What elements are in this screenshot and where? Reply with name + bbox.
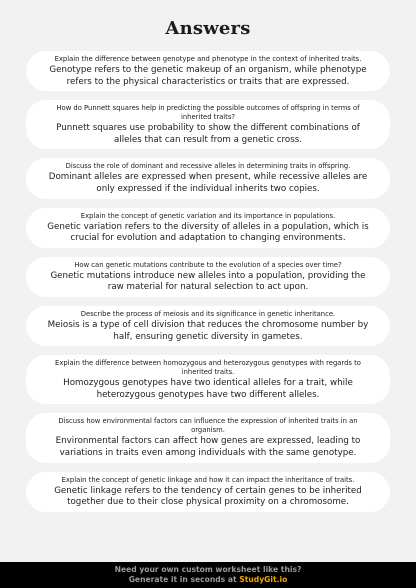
answer-text: Genetic linkage refers to the tendency of certain genes to be inherited together due to their close physical proximity on a chromosome.: [54, 485, 362, 508]
answer-card: [26, 208, 390, 248]
answer-card: [26, 158, 390, 198]
answer-text: Genotype refers to the genetic makeup of an organism, while phenotype refers to the physical characteristics or traits that are expressed.: [49, 65, 367, 87]
question-text: How can genetic mutations contribute to the evolution of a species over time?: [74, 260, 342, 269]
promo-footer: [0, 562, 416, 588]
question-text: How do Punnett squares help in predicting the possible outcomes of offspring in terms of inherited traits?: [56, 104, 360, 122]
question-text: Discuss the role of dominant and recessive alleles in determining traits in offspring.: [65, 162, 351, 171]
answer-text: Environmental factors can affect how genes are expressed, leading to variations in traits even among individuals with the same genotype.: [55, 436, 361, 458]
answer-text: Dominant alleles are expressed when present, while recessive alleles are only expressed if the individual inherits two copies.: [48, 172, 368, 194]
footer-line-1: Need your own custom worksheet like this?: [114, 565, 302, 574]
answer-card: [26, 472, 390, 512]
answer-text: Meiosis is a type of cell division that reduces the chromosome number by half, ensuring genetic diversity in gametes.: [47, 319, 369, 342]
footer-line-2: [0, 575, 416, 585]
question-text: Explain the difference between genotype and phenotype in the context of inherited traits.: [54, 55, 362, 63]
question-text: Discuss how environmental factors can influence the expression of inherited traits in an organism.: [58, 417, 358, 435]
question-text: Explain the concept of genetic variation and its importance in populations.: [80, 211, 336, 220]
question-text: Explain the difference between homozygous and heterozygous genotypes with regards to inherited traits.: [55, 359, 361, 377]
answer-card: [26, 355, 390, 404]
answer-text: Genetic mutations introduce new alleles into a population, providing the raw material for natural selection to act upon.: [50, 270, 366, 293]
answer-card: [26, 413, 390, 462]
answer-list: [26, 51, 390, 521]
question-text: Explain the concept of genetic linkage and how it can impact the inheritance of traits.: [61, 475, 355, 484]
answer-text: Homozygous genotypes have two identical alleles for a trait, while heterozygous genotypes have two different alleles.: [63, 378, 353, 400]
answer-card: [26, 257, 390, 297]
answer-text: Genetic variation refers to the diversity of alleles in a population, which is crucial for evolution and adaptation to changing environments.: [47, 221, 369, 244]
answer-card: [26, 51, 390, 91]
answer-text: Punnett squares use probability to show the different combinations of alleles that can result from a genetic cross.: [56, 123, 360, 145]
footer-line-2-text: Generate it in seconds at: [128, 575, 240, 584]
answer-card: [26, 100, 390, 149]
page-title: Answers: [165, 18, 251, 39]
studygit-link[interactable]: StudyGit.io: [239, 575, 288, 584]
answer-card: [26, 306, 390, 346]
question-text: Describe the process of meiosis and its significance in genetic inheritance.: [80, 309, 336, 318]
